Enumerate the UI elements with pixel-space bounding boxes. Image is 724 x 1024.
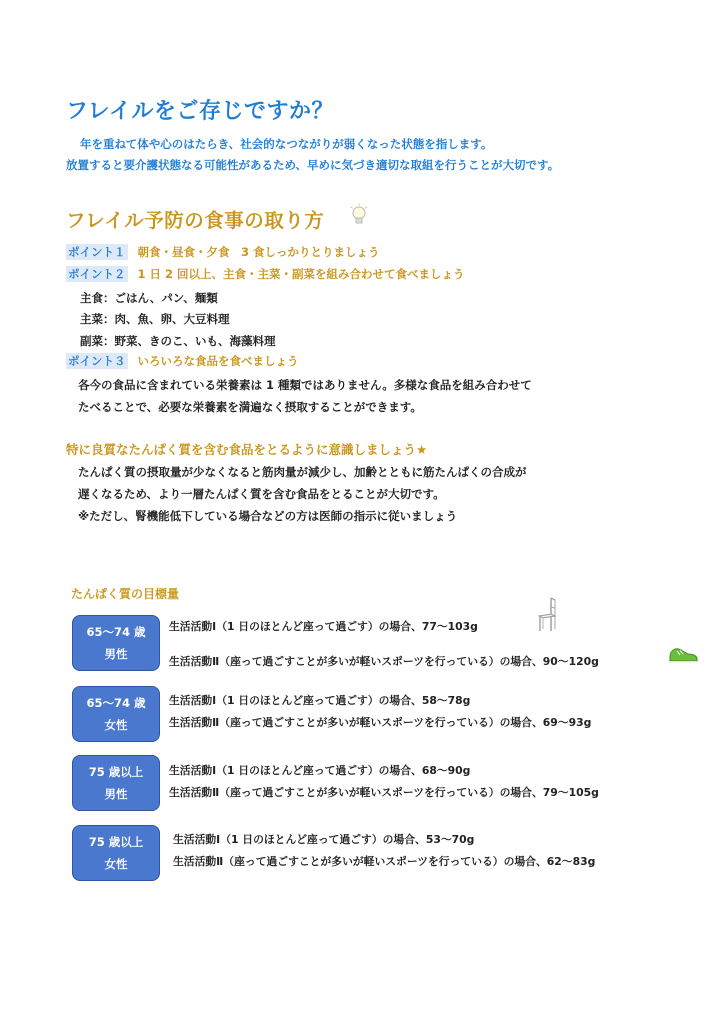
point-tag: ポイント２ (68, 267, 126, 281)
badge-75-plus-male (72, 755, 160, 811)
protein-body-1: たんぱく質の摂取量が少なくなると筋肉量が減少し、加齢とともに筋たんぱくの合成が (78, 465, 527, 479)
activity-1-text: 生活活動Ⅰ（1 日のほとんど座って過ごす）の場合、58～78g (169, 694, 471, 707)
point-tag: ポイント３ (68, 354, 126, 368)
badge-75-plus-female (72, 825, 160, 881)
point-3-body-1: 各今の食品に含まれている栄養素は 1 種類ではありません。多様な食品を組み合わせて (78, 378, 532, 392)
protein-body-2: 遅くなるため、より一層たんぱく質を含む食品をとることが大切です。 (78, 487, 445, 501)
lightbulb-icon (349, 203, 369, 229)
point-2 (66, 266, 465, 282)
diet-section-title: フレイル予防の食事の取り方 (66, 209, 325, 232)
badge-sex: 男性 (104, 647, 128, 661)
point-tag: ポイント１ (68, 245, 126, 259)
badge-age: 75 歳以上 (88, 765, 144, 779)
intro-line-2: 放置すると要介護状態なる可能性があるため、早めに気づき適切な取組を行うことが大切です。 (66, 158, 560, 172)
activity-1-text: 生活活動Ⅰ（1 日のほとんど座って過ごす）の場合、77～103g (169, 620, 478, 633)
activity-2-text: 生活活動Ⅱ（座って過ごすことが多いが軽いスポーツを行っている）の場合、62～83g (173, 855, 596, 868)
badge-65-74-female (72, 686, 160, 742)
protein-note: ※ただし、腎機能低下している場合などの方は医師の指示に従いましょう (78, 509, 458, 523)
target-section-title: たんぱく質の目標量 (71, 587, 180, 601)
badge-age: 75 歳以上 (88, 835, 144, 849)
activity-1-text: 生活活動Ⅰ（1 日のほとんど座って過ごす）の場合、53～70g (173, 833, 475, 846)
intro-line-1: 年を重ねて体や心のはたらき、社会的なつながりが弱くなった状態を指します。 (80, 137, 493, 151)
activity-1-text: 生活活動Ⅰ（1 日のほとんど座って過ごす）の場合、68～90g (169, 764, 471, 777)
activity-2-text: 生活活動Ⅱ（座って過ごすことが多いが軽いスポーツを行っている）の場合、90～120g (169, 655, 599, 668)
badge-65-74-male (72, 615, 160, 671)
chair-icon (537, 597, 557, 632)
sneaker-icon (668, 644, 698, 664)
badge-sex: 男性 (104, 787, 128, 801)
badge-sex: 女性 (104, 857, 128, 871)
badge-sex: 女性 (104, 718, 128, 732)
point-text: 1 日 2 回以上、主食・主菜・副菜を組み合わせて食べましょう (137, 267, 465, 281)
food-group-staple: 主食：ごはん、パン、麺類 (80, 291, 218, 305)
point-text: 朝食・昼食・夕食 3 食しっかりとりましょう (137, 245, 380, 259)
protein-heading: 特に良質なたんぱく質を含む食品をとるように意識しましょう★ (66, 442, 428, 457)
point-3-body-2: たべることで、必要な栄養素を満遍なく摂取することができます。 (78, 400, 422, 414)
activity-2-text: 生活活動Ⅱ（座って過ごすことが多いが軽いスポーツを行っている）の場合、69～93g (169, 716, 592, 729)
food-group-main: 主菜：肉、魚、卵、大豆料理 (80, 312, 230, 326)
point-3 (66, 353, 299, 369)
point-text: いろいろな食品を食べましょう (137, 354, 299, 368)
page-title: フレイルをご存じですか？ (66, 99, 335, 124)
activity-2-text: 生活活動Ⅱ（座って過ごすことが多いが軽いスポーツを行っている）の場合、79～105g (169, 786, 599, 799)
badge-age: 65～74 歳 (86, 696, 146, 710)
point-1 (66, 244, 380, 260)
badge-age: 65～74 歳 (86, 625, 146, 639)
food-group-side: 副菜：野菜、きのこ、いも、海藻料理 (80, 334, 276, 348)
